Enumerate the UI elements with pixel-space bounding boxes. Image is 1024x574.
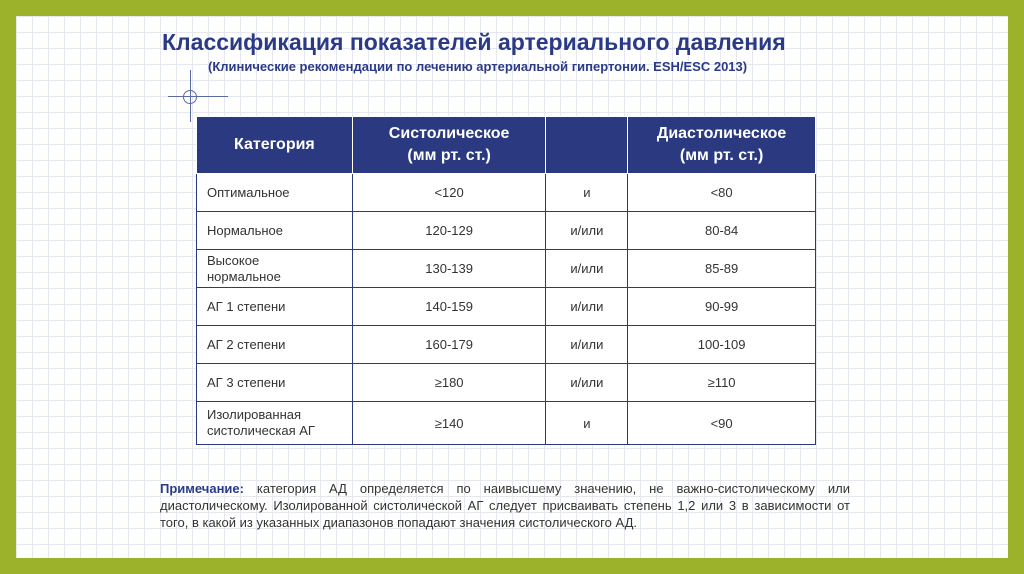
table-row bbox=[197, 326, 816, 364]
cell-category bbox=[197, 326, 353, 364]
cell-category bbox=[197, 174, 353, 212]
cell-diastolic: <80 bbox=[628, 174, 816, 212]
cell-connector: и/или bbox=[546, 212, 628, 250]
category-label: АГ 1 степени bbox=[207, 298, 286, 314]
cell-connector: и bbox=[546, 402, 628, 445]
footnote-text: категория АД определяется по наивысшему значению, не важно-систолическому или диастолическому. Изолированной систолической АГ следует присваивать степень 1,2 или 3 в зависимости от того, в какой из указанных диапазонов попадают значения систолического АД. bbox=[160, 481, 850, 530]
table-header-row bbox=[197, 117, 816, 174]
cell-systolic: 160-179 bbox=[352, 326, 546, 364]
category-label: Нормальное bbox=[207, 222, 284, 238]
cell-diastolic: 80-84 bbox=[628, 212, 816, 250]
cell-systolic: ≥180 bbox=[352, 364, 546, 402]
cell-category bbox=[197, 288, 353, 326]
header-systolic-unit: (мм рт. ст.) bbox=[407, 147, 491, 164]
category-label: АГ 2 степени bbox=[207, 336, 286, 352]
cell-diastolic: 100-109 bbox=[628, 326, 816, 364]
page-subtitle: (Клинические рекомендации по лечению артериальной гипертонии. ESH/ESC 2013) bbox=[208, 59, 748, 74]
decor-horizontal-line bbox=[168, 96, 228, 97]
table-row bbox=[197, 288, 816, 326]
decor-circle bbox=[183, 90, 197, 104]
cell-connector: и/или bbox=[546, 364, 628, 402]
category-label-line1: Высокое bbox=[207, 252, 260, 268]
cell-systolic: ≥140 bbox=[352, 402, 546, 445]
header-diastolic-label: Диастолическое bbox=[656, 125, 787, 142]
cell-systolic: <120 bbox=[352, 174, 546, 212]
footnote-label: Примечание: bbox=[160, 481, 244, 496]
cell-diastolic: ≥110 bbox=[628, 364, 816, 402]
cell-diastolic: <90 bbox=[628, 402, 816, 445]
category-label: АГ 3 степени bbox=[207, 374, 286, 390]
cell-diastolic: 90-99 bbox=[628, 288, 816, 326]
header-systolic bbox=[352, 117, 546, 174]
cell-category bbox=[197, 402, 353, 445]
header-diastolic-unit: (мм рт. ст.) bbox=[679, 147, 764, 164]
cell-connector: и/или bbox=[546, 288, 628, 326]
bp-classification-table bbox=[196, 116, 816, 445]
table-row bbox=[197, 212, 816, 250]
table-row bbox=[197, 364, 816, 402]
header-category-label: Категория bbox=[234, 136, 315, 153]
cell-category bbox=[197, 364, 353, 402]
footnote bbox=[160, 480, 850, 531]
cell-systolic: 120-129 bbox=[352, 212, 546, 250]
header-systolic-label: Систолическое bbox=[388, 125, 510, 142]
cell-systolic: 140-159 bbox=[352, 288, 546, 326]
header-connector bbox=[546, 117, 628, 174]
table-row bbox=[197, 174, 816, 212]
cell-connector: и/или bbox=[546, 250, 628, 288]
table-row bbox=[197, 250, 816, 288]
header-diastolic bbox=[628, 117, 816, 174]
table-row bbox=[197, 402, 816, 445]
cell-connector: и bbox=[546, 174, 628, 212]
header-category bbox=[197, 117, 353, 174]
category-label-line1: Изолированная bbox=[207, 407, 302, 422]
cell-connector: и/или bbox=[546, 326, 628, 364]
category-label: Оптимальное bbox=[207, 184, 290, 200]
cell-category bbox=[197, 212, 353, 250]
cell-diastolic: 85-89 bbox=[628, 250, 816, 288]
category-label-line2: нормальное bbox=[207, 268, 281, 284]
page-title: Классификация показателей артериального давления bbox=[162, 29, 786, 55]
category-label-line2: систолическая АГ bbox=[207, 423, 315, 438]
cell-category bbox=[197, 250, 353, 288]
cell-systolic: 130-139 bbox=[352, 250, 546, 288]
